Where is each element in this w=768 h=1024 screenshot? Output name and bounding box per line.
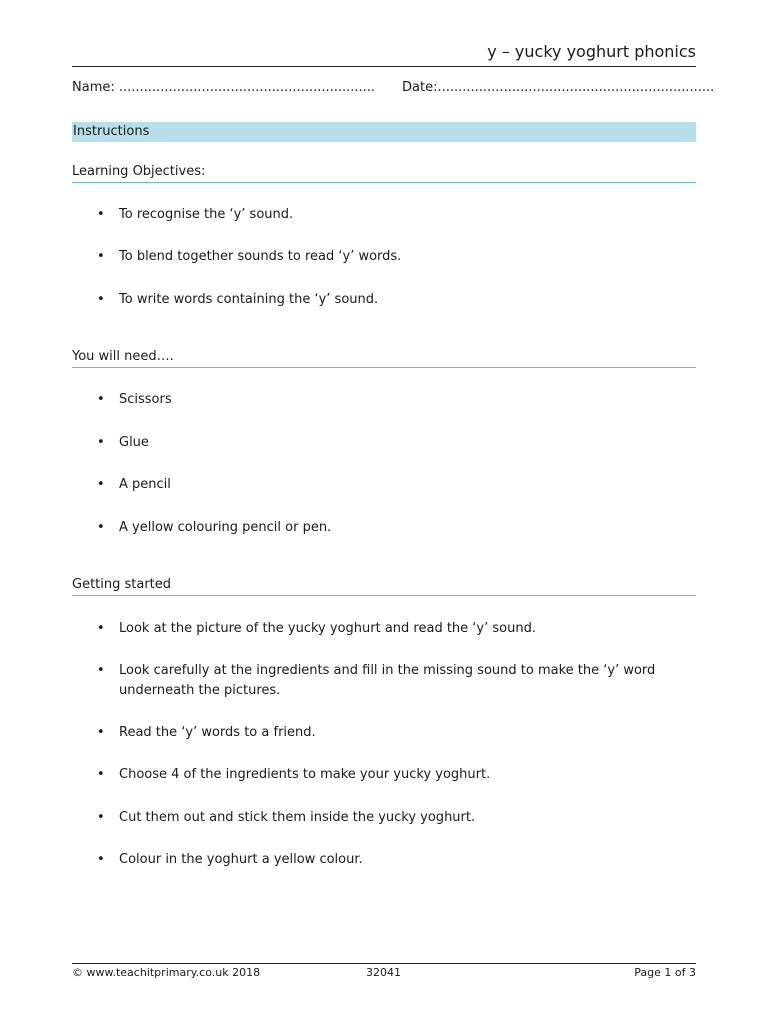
document-title: y – yucky yoghurt phonics — [487, 42, 696, 61]
name-date-row — [72, 80, 715, 98]
bullet-icon: • — [97, 852, 105, 867]
bullet-icon: • — [97, 621, 105, 636]
learning-objectives-section — [72, 162, 696, 183]
you-will-need-section — [72, 347, 696, 368]
resource-code: 32041 — [366, 966, 401, 979]
section-title: Learning Objectives: — [72, 162, 696, 183]
bullet-icon: • — [97, 477, 105, 492]
bullet-icon: • — [97, 767, 105, 782]
header-divider — [72, 66, 696, 67]
bullet-icon: • — [97, 810, 105, 825]
section-title: You will need…. — [72, 347, 696, 368]
bullet-icon: • — [97, 520, 105, 535]
name-field: Name: .............................................................. — [72, 80, 376, 95]
bullet-icon: • — [97, 435, 105, 450]
bullet-icon: • — [97, 725, 105, 740]
bullet-icon: • — [97, 207, 105, 222]
bullet-icon: • — [97, 392, 105, 407]
footer-divider — [72, 963, 696, 964]
footer — [72, 966, 696, 980]
bullet-icon: • — [97, 292, 105, 307]
getting-started-section — [72, 575, 696, 596]
worksheet-page: y – yucky yoghurt phonics Name: .............................................................. Date:................................................................... Instructions Learning Objectives: • To recognise the ‘y’ sound. • To blend together sounds to read ‘y’ words. • To write words containing the ‘y’ sound. You will need…. • Scissors • Glue • A pencil • A yellow colouring pencil or pen. Getting started • Look at the picture of the yucky yoghurt and read the ‘y’ sound. • Look carefully at the ingredients and fill in the missing sound to make the ‘y’ word underneath the pictures. • Read the ‘y’ words to a friend. • Choose 4 of the ingredients to make your yucky yoghurt. • Cut them out and stick them inside the yucky yoghurt. • Colour in the yoghurt a yellow colour. © www.teachitprimary.co.uk 2018 32041 Page 1 of 3 — [72, 42, 715, 979]
section-title: Getting started — [72, 575, 696, 596]
copyright-text: © www.teachitprimary.co.uk 2018 — [72, 966, 261, 979]
date-field: Date:................................................................... — [402, 80, 715, 95]
bullet-icon: • — [97, 249, 105, 264]
page-number: Page 1 of 3 — [634, 966, 696, 979]
instructions-heading: Instructions — [72, 122, 696, 142]
bullet-icon: • — [97, 663, 105, 678]
